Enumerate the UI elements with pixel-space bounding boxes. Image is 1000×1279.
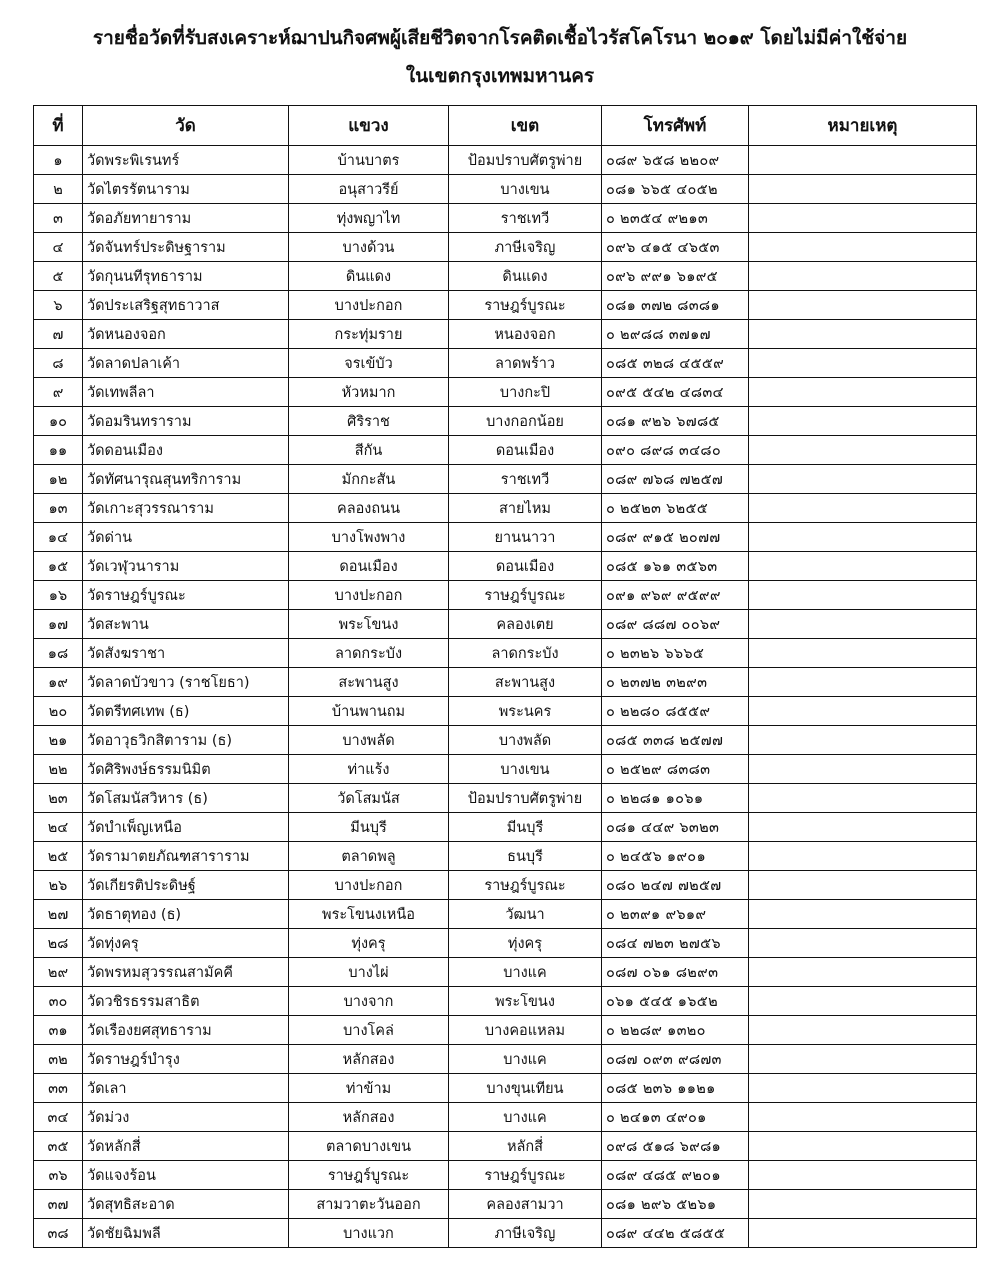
table-row <box>34 1074 977 1103</box>
district-cell: วัฒนา <box>449 900 602 929</box>
subdistrict-cell: หลักสอง <box>289 1103 449 1132</box>
table-row <box>34 958 977 987</box>
district-cell: ดินแดง <box>449 262 602 291</box>
phone-cell: ๐ ๒๕๒๙ ๘๓๘๓ <box>602 755 749 784</box>
temple-name: วัดเกาะสุวรรณาราม <box>83 494 289 523</box>
note-cell <box>749 755 977 784</box>
table-row <box>34 784 977 813</box>
temple-name: วัดบำเพ็ญเหนือ <box>83 813 289 842</box>
temple-name: วัดชัยฉิมพลี <box>83 1219 289 1248</box>
subdistrict-cell: บางปะกอก <box>289 291 449 320</box>
note-cell <box>749 726 977 755</box>
row-number: ๖ <box>34 291 83 320</box>
document-subtitle: ในเขตกรุงเทพมหานคร <box>405 65 595 87</box>
subdistrict-cell: ราษฎร์บูรณะ <box>289 1161 449 1190</box>
note-cell <box>749 871 977 900</box>
header-note: หมายเหตุ <box>749 106 977 146</box>
table-header <box>34 106 977 146</box>
temple-table <box>33 105 977 1248</box>
subdistrict-cell: มีนบุรี <box>289 813 449 842</box>
district-cell: ลาดกระบัง <box>449 639 602 668</box>
table-row <box>34 1016 977 1045</box>
table-row <box>34 1103 977 1132</box>
phone-cell: ๐ ๒๒๘๙ ๑๓๒๐ <box>602 1016 749 1045</box>
district-cell: ธนบุรี <box>449 842 602 871</box>
document-title: รายชื่อวัดที่รับสงเคราะห์ฌาปนกิจศพผู้เสียชีวิตจากโรคติดเชื้อไวรัสโคโรนา ๒๐๑๙ โดยไม่มีค่าใช้จ่าย <box>92 27 908 49</box>
note-cell <box>749 262 977 291</box>
district-cell: ราษฎร์บูรณะ <box>449 581 602 610</box>
row-number: ๓๘ <box>34 1219 83 1248</box>
note-cell <box>749 523 977 552</box>
subdistrict-cell: สีกัน <box>289 436 449 465</box>
subdistrict-cell: บางด้วน <box>289 233 449 262</box>
subdistrict-cell: ท่าแร้ง <box>289 755 449 784</box>
table-row <box>34 639 977 668</box>
district-cell: ราชเทวี <box>449 204 602 233</box>
subdistrict-cell: พระโขนง <box>289 610 449 639</box>
row-number: ๓๐ <box>34 987 83 1016</box>
table-row <box>34 871 977 900</box>
subdistrict-cell: บางไผ่ <box>289 958 449 987</box>
district-cell: ยานนาวา <box>449 523 602 552</box>
note-cell <box>749 610 977 639</box>
subdistrict-cell: บ้านบาตร <box>289 146 449 175</box>
district-cell: บางแค <box>449 1045 602 1074</box>
subdistrict-cell: ดอนเมือง <box>289 552 449 581</box>
note-cell <box>749 1016 977 1045</box>
temple-name: วัดหนองจอก <box>83 320 289 349</box>
note-cell <box>749 146 977 175</box>
phone-cell: ๐ ๒๔๑๓ ๔๙๐๑ <box>602 1103 749 1132</box>
phone-cell: ๐๘๑ ๒๙๖ ๕๒๖๑ <box>602 1190 749 1219</box>
phone-cell: ๐๘๗ ๐๖๑ ๘๒๙๓ <box>602 958 749 987</box>
temple-name: วัดสุทธิสะอาด <box>83 1190 289 1219</box>
district-cell: ทุ่งครุ <box>449 929 602 958</box>
table-row <box>34 610 977 639</box>
note-cell <box>749 1219 977 1248</box>
subdistrict-cell: บางพลัด <box>289 726 449 755</box>
row-number: ๓๑ <box>34 1016 83 1045</box>
note-cell <box>749 494 977 523</box>
district-cell: สะพานสูง <box>449 668 602 697</box>
note-cell <box>749 1132 977 1161</box>
note-cell <box>749 465 977 494</box>
district-cell: หลักสี่ <box>449 1132 602 1161</box>
row-number: ๑ <box>34 146 83 175</box>
row-number: ๒๘ <box>34 929 83 958</box>
temple-name: วัดราษฎร์บำรุง <box>83 1045 289 1074</box>
temple-name: วัดตรีทศเทพ (ธ) <box>83 697 289 726</box>
district-cell: หนองจอก <box>449 320 602 349</box>
table-row <box>34 1190 977 1219</box>
row-number: ๒๓ <box>34 784 83 813</box>
note-cell <box>749 1103 977 1132</box>
phone-cell: ๐๙๕ ๕๔๒ ๔๘๓๔ <box>602 378 749 407</box>
phone-cell: ๐ ๒๓๙๑ ๙๖๑๙ <box>602 900 749 929</box>
table-row <box>34 1161 977 1190</box>
subdistrict-cell: บางจาก <box>289 987 449 1016</box>
row-number: ๒๔ <box>34 813 83 842</box>
district-cell: ดอนเมือง <box>449 552 602 581</box>
table-row <box>34 378 977 407</box>
note-cell <box>749 842 977 871</box>
row-number: ๒๒ <box>34 755 83 784</box>
district-cell: ลาดพร้าว <box>449 349 602 378</box>
temple-name: วัดรามาตยภัณฑสาราราม <box>83 842 289 871</box>
table-row <box>34 1132 977 1161</box>
district-cell: ป้อมปราบศัตรูพ่าย <box>449 146 602 175</box>
note-cell <box>749 233 977 262</box>
row-number: ๓๔ <box>34 1103 83 1132</box>
row-number: ๗ <box>34 320 83 349</box>
note-cell <box>749 204 977 233</box>
row-number: ๕ <box>34 262 83 291</box>
phone-cell: ๐๘๙ ๙๑๕ ๒๐๗๗ <box>602 523 749 552</box>
subdistrict-cell: ทุ่งครุ <box>289 929 449 958</box>
temple-name: วัดลาดปลาเค้า <box>83 349 289 378</box>
temple-name: วัดด่าน <box>83 523 289 552</box>
district-cell: ภาษีเจริญ <box>449 233 602 262</box>
temple-name: วัดวชิรธรรมสาธิต <box>83 987 289 1016</box>
district-cell: ราชเทวี <box>449 465 602 494</box>
table-row <box>34 320 977 349</box>
table-row <box>34 929 977 958</box>
table-row <box>34 436 977 465</box>
temple-name: วัดเทพลีลา <box>83 378 289 407</box>
table-row <box>34 581 977 610</box>
note-cell <box>749 668 977 697</box>
district-cell: บางแค <box>449 1103 602 1132</box>
temple-name: วัดเรืองยศสุทธาราม <box>83 1016 289 1045</box>
table-row <box>34 813 977 842</box>
row-number: ๓๗ <box>34 1190 83 1219</box>
table-row <box>34 494 977 523</box>
subdistrict-cell: อนุสาวรีย์ <box>289 175 449 204</box>
phone-cell: ๐๘๑ ๖๖๕ ๔๐๕๒ <box>602 175 749 204</box>
note-cell <box>749 291 977 320</box>
table-row <box>34 668 977 697</box>
table-row <box>34 349 977 378</box>
phone-cell: ๐ ๒๙๘๘ ๓๗๑๗ <box>602 320 749 349</box>
subdistrict-cell: ตลาดบางเขน <box>289 1132 449 1161</box>
header-phone: โทรศัพท์ <box>602 106 749 146</box>
table-row <box>34 1045 977 1074</box>
district-cell: บางเขน <box>449 175 602 204</box>
table-row <box>34 1219 977 1248</box>
subdistrict-cell: จรเข้บัว <box>289 349 449 378</box>
table-row <box>34 697 977 726</box>
subdistrict-cell: บางปะกอก <box>289 581 449 610</box>
row-number: ๘ <box>34 349 83 378</box>
subdistrict-cell: ตลาดพลู <box>289 842 449 871</box>
phone-cell: ๐๘๐ ๒๔๗ ๗๒๕๗ <box>602 871 749 900</box>
table-row <box>34 407 977 436</box>
temple-name: วัดหลักสี่ <box>83 1132 289 1161</box>
temple-name: วัดโสมนัสวิหาร (ธ) <box>83 784 289 813</box>
district-cell: คลองเตย <box>449 610 602 639</box>
temple-name: วัดเกียรติประดิษฐ์ <box>83 871 289 900</box>
phone-cell: ๐๘๕ ๑๖๑ ๓๕๖๓ <box>602 552 749 581</box>
note-cell <box>749 900 977 929</box>
row-number: ๑๖ <box>34 581 83 610</box>
table-row <box>34 842 977 871</box>
phone-cell: ๐๘๕ ๓๒๘ ๔๕๕๙ <box>602 349 749 378</box>
note-cell <box>749 552 977 581</box>
subdistrict-cell: ท่าข้าม <box>289 1074 449 1103</box>
header-row <box>34 106 977 146</box>
note-cell <box>749 784 977 813</box>
phone-cell: ๐๘๙ ๔๔๒ ๕๘๕๕ <box>602 1219 749 1248</box>
district-cell: ราษฎร์บูรณะ <box>449 871 602 900</box>
table-row <box>34 204 977 233</box>
district-cell: ป้อมปราบศัตรูพ่าย <box>449 784 602 813</box>
phone-cell: ๐๘๙ ๘๘๗ ๐๐๖๙ <box>602 610 749 639</box>
row-number: ๒๖ <box>34 871 83 900</box>
district-cell: ราษฎร์บูรณะ <box>449 1161 602 1190</box>
subdistrict-cell: กระทุ่มราย <box>289 320 449 349</box>
subdistrict-cell: สามวาตะวันออก <box>289 1190 449 1219</box>
subdistrict-cell: วัดโสมนัส <box>289 784 449 813</box>
subdistrict-cell: บางโคล่ <box>289 1016 449 1045</box>
table-row <box>34 726 977 755</box>
phone-cell: ๐๘๑ ๙๒๖ ๖๗๘๕ <box>602 407 749 436</box>
temple-name: วัดราษฎร์บูรณะ <box>83 581 289 610</box>
temple-name: วัดดอนเมือง <box>83 436 289 465</box>
phone-cell: ๐๙๘ ๕๑๘ ๖๙๘๑ <box>602 1132 749 1161</box>
phone-cell: ๐๖๑ ๕๔๕ ๑๖๕๒ <box>602 987 749 1016</box>
subdistrict-cell: บ้านพานถม <box>289 697 449 726</box>
phone-cell: ๐๙๖ ๙๙๑ ๖๑๙๕ <box>602 262 749 291</box>
row-number: ๑๒ <box>34 465 83 494</box>
temple-name: วัดทุ่งครุ <box>83 929 289 958</box>
row-number: ๑๐ <box>34 407 83 436</box>
temple-name: วัดจันทร์ประดิษฐาราม <box>83 233 289 262</box>
table-row <box>34 552 977 581</box>
temple-name: วัดพรหมสุวรรณสามัคคี <box>83 958 289 987</box>
note-cell <box>749 639 977 668</box>
subdistrict-cell: ทุ่งพญาไท <box>289 204 449 233</box>
note-cell <box>749 1190 977 1219</box>
note-cell <box>749 378 977 407</box>
subdistrict-cell: พระโขนงเหนือ <box>289 900 449 929</box>
phone-cell: ๐๘๗ ๐๙๓ ๙๘๗๓ <box>602 1045 749 1074</box>
header-temple: วัด <box>83 106 289 146</box>
phone-cell: ๐๙๐ ๘๙๘ ๓๔๘๐ <box>602 436 749 465</box>
header-district: เขต <box>449 106 602 146</box>
subdistrict-cell: บางปะกอก <box>289 871 449 900</box>
temple-name: วัดสะพาน <box>83 610 289 639</box>
district-cell: คลองสามวา <box>449 1190 602 1219</box>
table-row <box>34 291 977 320</box>
note-cell <box>749 407 977 436</box>
table-body <box>34 146 977 1248</box>
table-row <box>34 262 977 291</box>
district-cell: ภาษีเจริญ <box>449 1219 602 1248</box>
temple-name: วัดอภัยทายาราม <box>83 204 289 233</box>
temple-name: วัดธาตุทอง (ธ) <box>83 900 289 929</box>
row-number: ๔ <box>34 233 83 262</box>
temple-name: วัดม่วง <box>83 1103 289 1132</box>
note-cell <box>749 813 977 842</box>
table-row <box>34 233 977 262</box>
row-number: ๑๔ <box>34 523 83 552</box>
note-cell <box>749 436 977 465</box>
row-number: ๓ <box>34 204 83 233</box>
phone-cell: ๐๘๙ ๗๖๘ ๗๒๕๗ <box>602 465 749 494</box>
subdistrict-cell: หัวหมาก <box>289 378 449 407</box>
row-number: ๒๙ <box>34 958 83 987</box>
note-cell <box>749 320 977 349</box>
row-number: ๓๒ <box>34 1045 83 1074</box>
note-cell <box>749 1045 977 1074</box>
temple-name: วัดศิริพงษ์ธรรมนิมิต <box>83 755 289 784</box>
phone-cell: ๐ ๒๕๒๓ ๖๒๕๕ <box>602 494 749 523</box>
phone-cell: ๐๘๕ ๓๓๘ ๒๕๗๗ <box>602 726 749 755</box>
phone-cell: ๐๘๑ ๓๗๒ ๘๓๘๑ <box>602 291 749 320</box>
table-row <box>34 465 977 494</box>
row-number: ๒๐ <box>34 697 83 726</box>
row-number: ๑๗ <box>34 610 83 639</box>
phone-cell: ๐ ๒๒๘๐ ๘๕๕๙ <box>602 697 749 726</box>
temple-name: วัดกุนนทีรุทธาราม <box>83 262 289 291</box>
phone-cell: ๐ ๒๒๘๑ ๑๐๖๑ <box>602 784 749 813</box>
header-subdistrict: แขวง <box>289 106 449 146</box>
table-row <box>34 175 977 204</box>
phone-cell: ๐ ๒๔๕๖ ๑๙๐๑ <box>602 842 749 871</box>
row-number: ๒ <box>34 175 83 204</box>
subdistrict-cell: ดินแดง <box>289 262 449 291</box>
temple-name: วัดประเสริฐสุทธาวาส <box>83 291 289 320</box>
phone-cell: ๐๘๙ ๔๘๕ ๙๒๐๑ <box>602 1161 749 1190</box>
district-cell: บางเขน <box>449 755 602 784</box>
phone-cell: ๐๘๕ ๒๓๖ ๑๑๒๑ <box>602 1074 749 1103</box>
district-cell: สายไหม <box>449 494 602 523</box>
row-number: ๓๖ <box>34 1161 83 1190</box>
table-row <box>34 900 977 929</box>
phone-cell: ๐๙๑ ๙๖๙ ๙๕๙๙ <box>602 581 749 610</box>
temple-name: วัดแจงร้อน <box>83 1161 289 1190</box>
temple-name: วัดลาดบัวขาว (ราชโยธา) <box>83 668 289 697</box>
temple-name: วัดสังฆราชา <box>83 639 289 668</box>
row-number: ๓๓ <box>34 1074 83 1103</box>
row-number: ๑๑ <box>34 436 83 465</box>
district-cell: บางกะปิ <box>449 378 602 407</box>
district-cell: พระโขนง <box>449 987 602 1016</box>
row-number: ๑๓ <box>34 494 83 523</box>
phone-cell: ๐๘๑ ๔๔๙ ๖๓๒๓ <box>602 813 749 842</box>
subdistrict-cell: ลาดกระบัง <box>289 639 449 668</box>
note-cell <box>749 1074 977 1103</box>
phone-cell: ๐๘๙ ๖๕๘ ๒๒๐๙ <box>602 146 749 175</box>
note-cell <box>749 987 977 1016</box>
temple-name: วัดทัศนารุณสุนทริการาม <box>83 465 289 494</box>
note-cell <box>749 958 977 987</box>
table-row <box>34 146 977 175</box>
temple-name: วัดเวฬุวนาราม <box>83 552 289 581</box>
note-cell <box>749 697 977 726</box>
row-number: ๙ <box>34 378 83 407</box>
district-cell: บางคอแหลม <box>449 1016 602 1045</box>
header-no: ที่ <box>34 106 83 146</box>
temple-name: วัดอมรินทราราม <box>83 407 289 436</box>
district-cell: บางกอกน้อย <box>449 407 602 436</box>
note-cell <box>749 581 977 610</box>
district-cell: มีนบุรี <box>449 813 602 842</box>
row-number: ๒๑ <box>34 726 83 755</box>
note-cell <box>749 929 977 958</box>
table-row <box>34 523 977 552</box>
row-number: ๒๗ <box>34 900 83 929</box>
row-number: ๑๙ <box>34 668 83 697</box>
district-cell: ดอนเมือง <box>449 436 602 465</box>
subdistrict-cell: สะพานสูง <box>289 668 449 697</box>
row-number: ๑๘ <box>34 639 83 668</box>
temple-name: วัดไตรรัตนาราม <box>83 175 289 204</box>
temple-name: วัดเลา <box>83 1074 289 1103</box>
row-number: ๒๕ <box>34 842 83 871</box>
district-cell: ราษฎร์บูรณะ <box>449 291 602 320</box>
row-number: ๓๕ <box>34 1132 83 1161</box>
note-cell <box>749 1161 977 1190</box>
phone-cell: ๐ ๒๓๗๒ ๓๒๙๓ <box>602 668 749 697</box>
district-cell: พระนคร <box>449 697 602 726</box>
temple-name: วัดอาวุธวิกสิตาราม (ธ) <box>83 726 289 755</box>
subdistrict-cell: มักกะสัน <box>289 465 449 494</box>
subdistrict-cell: บางโพงพาง <box>289 523 449 552</box>
district-cell: บางพลัด <box>449 726 602 755</box>
district-cell: บางแค <box>449 958 602 987</box>
phone-cell: ๐๙๖ ๔๑๕ ๔๖๕๓ <box>602 233 749 262</box>
note-cell <box>749 349 977 378</box>
district-cell: บางขุนเทียน <box>449 1074 602 1103</box>
table-row <box>34 987 977 1016</box>
subdistrict-cell: คลองถนน <box>289 494 449 523</box>
phone-cell: ๐ ๒๓๒๖ ๖๖๖๕ <box>602 639 749 668</box>
subdistrict-cell: ศิริราช <box>289 407 449 436</box>
subdistrict-cell: บางแวก <box>289 1219 449 1248</box>
phone-cell: ๐๘๔ ๗๒๓ ๒๗๕๖ <box>602 929 749 958</box>
phone-cell: ๐ ๒๓๕๔ ๙๒๑๓ <box>602 204 749 233</box>
temple-name: วัดพระพิเรนทร์ <box>83 146 289 175</box>
note-cell <box>749 175 977 204</box>
subdistrict-cell: หลักสอง <box>289 1045 449 1074</box>
table-row <box>34 755 977 784</box>
row-number: ๑๕ <box>34 552 83 581</box>
